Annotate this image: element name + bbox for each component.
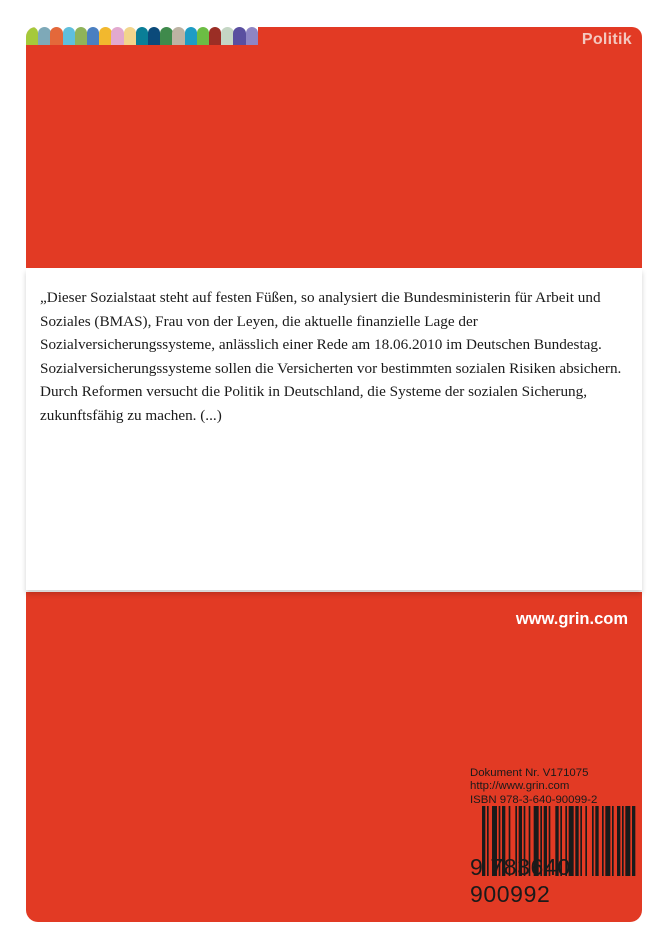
color-tab bbox=[172, 27, 184, 45]
color-tab bbox=[75, 27, 87, 45]
color-tab bbox=[209, 27, 221, 45]
color-tab bbox=[111, 27, 123, 45]
color-tab bbox=[38, 27, 50, 45]
color-tab bbox=[87, 27, 99, 45]
blurb-panel bbox=[26, 268, 642, 590]
document-meta bbox=[470, 767, 597, 807]
color-tab bbox=[185, 27, 197, 45]
document-number: Dokument Nr. V171075 bbox=[470, 767, 589, 779]
website-label: www.grin.com bbox=[515, 610, 628, 628]
color-tab bbox=[50, 27, 62, 45]
blurb-text: „Dieser Sozialstaat steht auf festen Füßen, so analysiert die Bundesministerin für Arbeit und Soziales (BMAS), Frau von der Leyen, die aktuelle finanzielle Lage der Sozialversicherungssysteme, anlässlich einer Rede am 18.06.2010 im Deutschen Bundestag. Sozialversicherungssysteme sollen die Versicherten vor bestimmten sozialen Risiken absichern. Durch Reformen versucht die Politik in Deutschland, die Systeme der sozialen Sicherung, zukunftsfähig zu machen. (...) bbox=[40, 289, 622, 424]
category-label: Politik bbox=[581, 31, 632, 48]
color-tab bbox=[148, 27, 160, 45]
color-tab bbox=[136, 27, 148, 45]
color-tabs bbox=[26, 27, 258, 45]
color-tab bbox=[26, 27, 38, 45]
barcode-number: 9 783640 900992 bbox=[470, 854, 571, 907]
color-tab bbox=[124, 27, 136, 45]
cover-top-panel bbox=[26, 27, 642, 268]
cover-bottom-panel bbox=[26, 592, 642, 922]
color-tab bbox=[63, 27, 75, 45]
color-tab bbox=[160, 27, 172, 45]
color-tab bbox=[221, 27, 233, 45]
color-tab bbox=[99, 27, 111, 45]
color-tab bbox=[197, 27, 209, 45]
isbn: ISBN 978-3-640-90099-2 bbox=[470, 793, 598, 806]
document-url: http://www.grin.com bbox=[470, 780, 570, 793]
color-tab bbox=[233, 27, 245, 45]
color-tab bbox=[246, 27, 258, 45]
